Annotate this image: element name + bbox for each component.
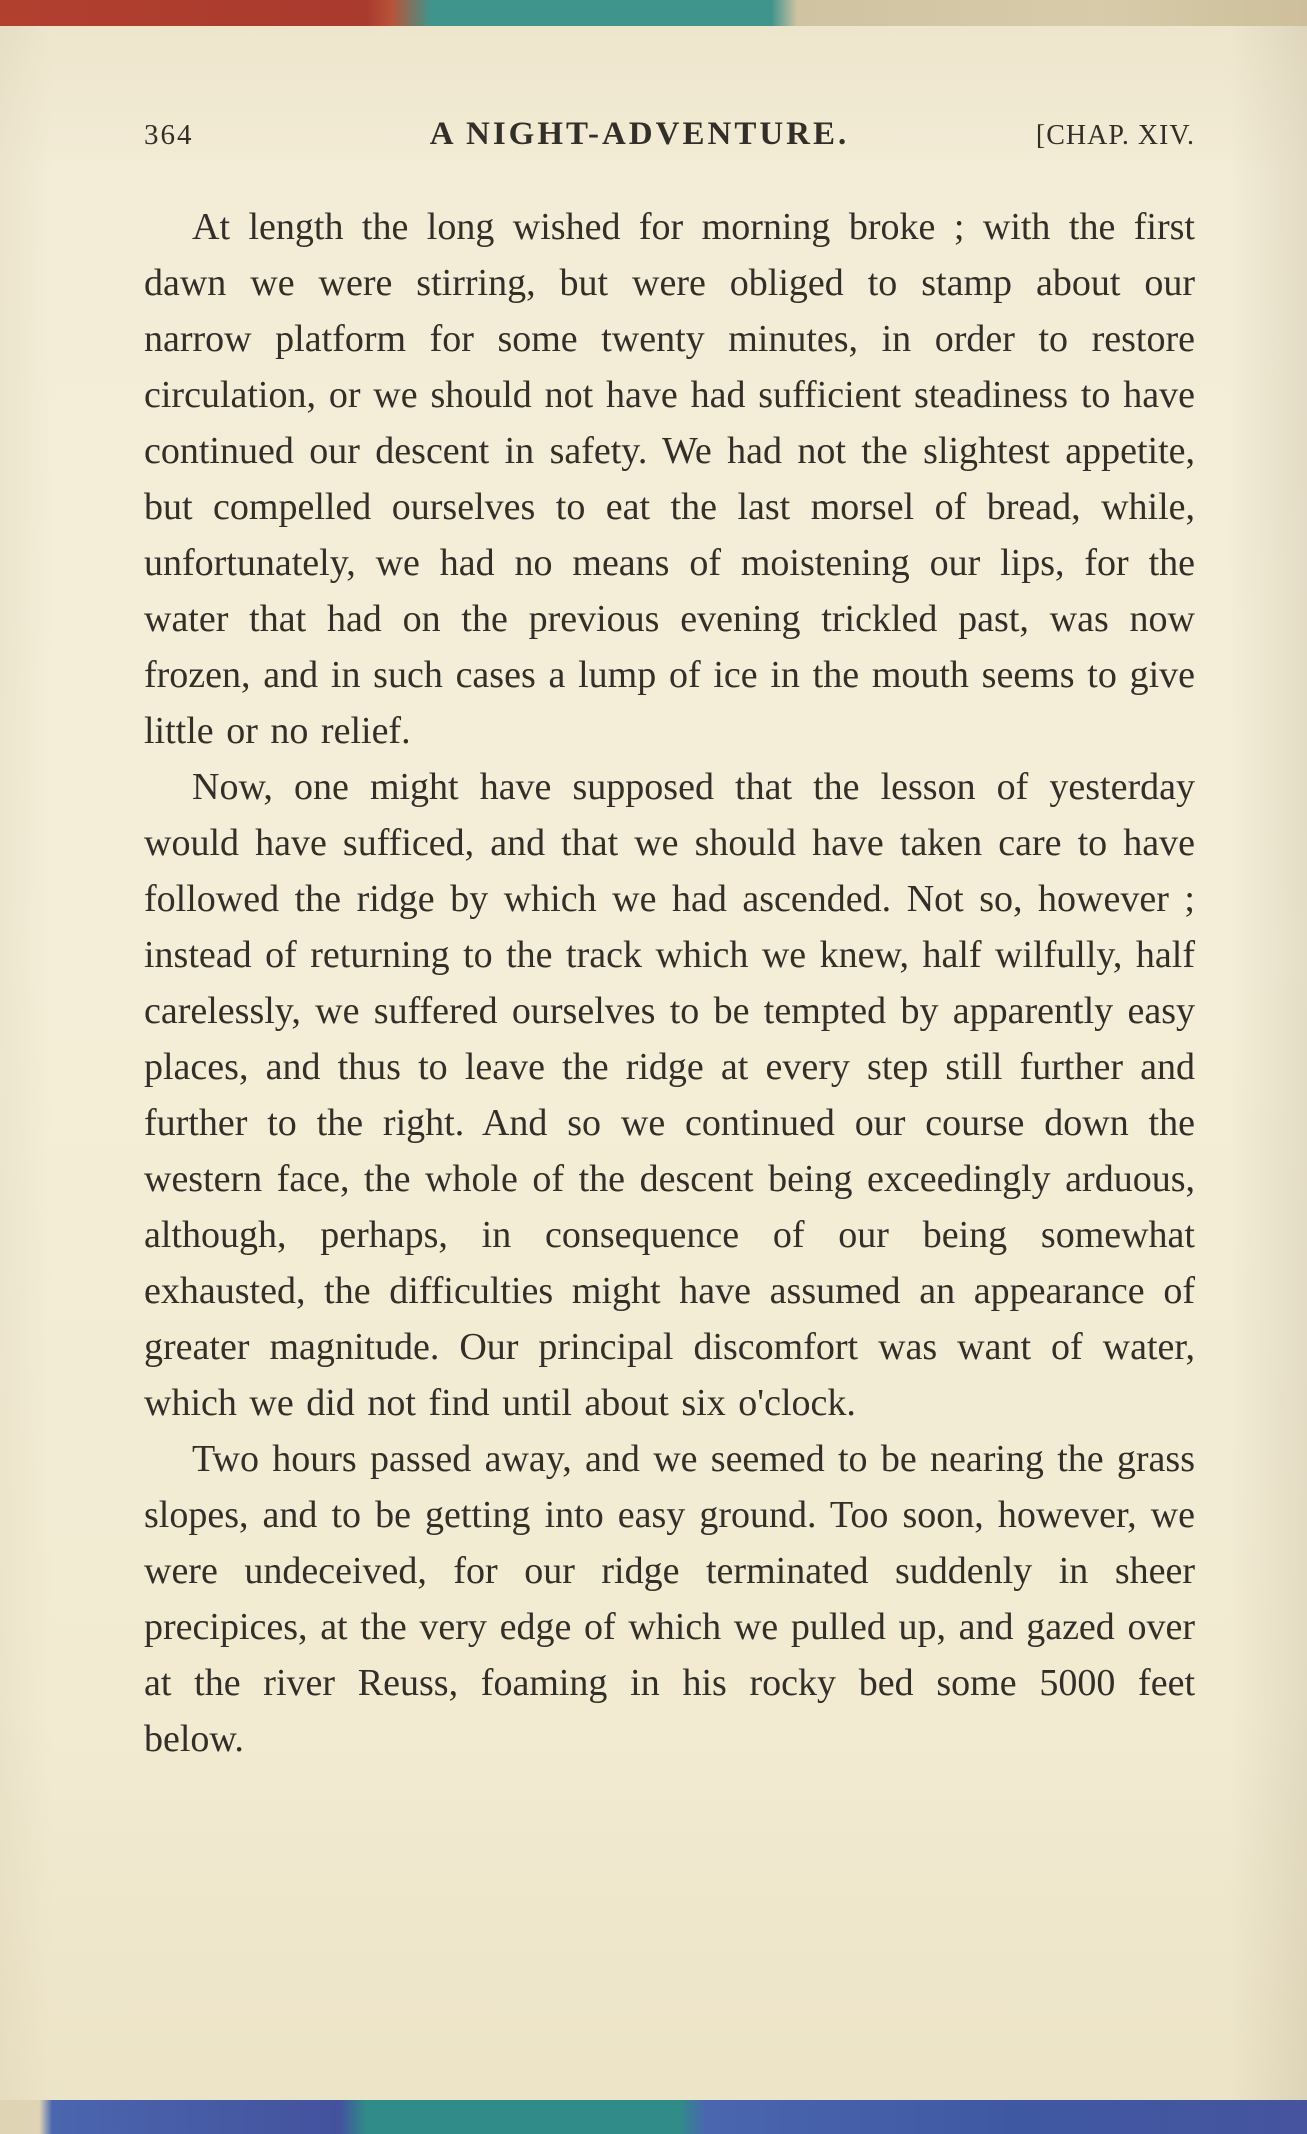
paragraph-1: At length the long wished for morning broke ; with the first dawn we were stirring, but were obliged to stamp about our narrow platform for some twenty minutes, in order to restore circulation, or we should not have had sufficient steadiness to have continued our descent in safety. We had not the slightest appetite, but compelled ourselves to eat the last morsel of bread, while, unfortunately, we had no means of moistening our lips, for the water that had on the previous evening trickled past, was now frozen, and in such cases a lump of ice in the mouth seems to give little or no relief. [144, 206, 1195, 752]
running-header [144, 116, 1195, 153]
paragraph-2: Now, one might have supposed that the lesson of yesterday would have sufficed, and that we should have taken care to have followed the ridge by which we had ascended. Not so, however ; instead of returning to the track which we knew, half wilfully, half carelessly, we suffered ourselves to be tempted by apparently easy places, and thus to leave the ridge at every step still further and further to the right. And so we continued our course down the western face, the whole of the descent being exceedingly arduous, although, perhaps, in consequence of our being somewhat exhausted, the difficulties might have assumed an appearance of greater magnitude. Our principal discomfort was want of water, which we did not find until about six o'clock. [144, 766, 1195, 1424]
scan-edge-artifact-bottom [0, 2100, 1307, 2134]
page-number: 364 [144, 119, 194, 151]
body-text [144, 199, 1195, 1767]
running-title: A NIGHT-ADVENTURE. [429, 116, 850, 152]
paragraph-3: Two hours passed away, and we seemed to be nearing the grass slopes, and to be getting into easy ground. Too soon, however, we were undeceived, for our ridge terminated suddenly in sheer precipices, at the very edge of which we pulled up, and gazed over at the river Reuss, foaming in his rocky bed some 5000 feet below. [144, 1438, 1195, 1760]
chapter-marker: [CHAP. XIV. [1035, 120, 1195, 151]
